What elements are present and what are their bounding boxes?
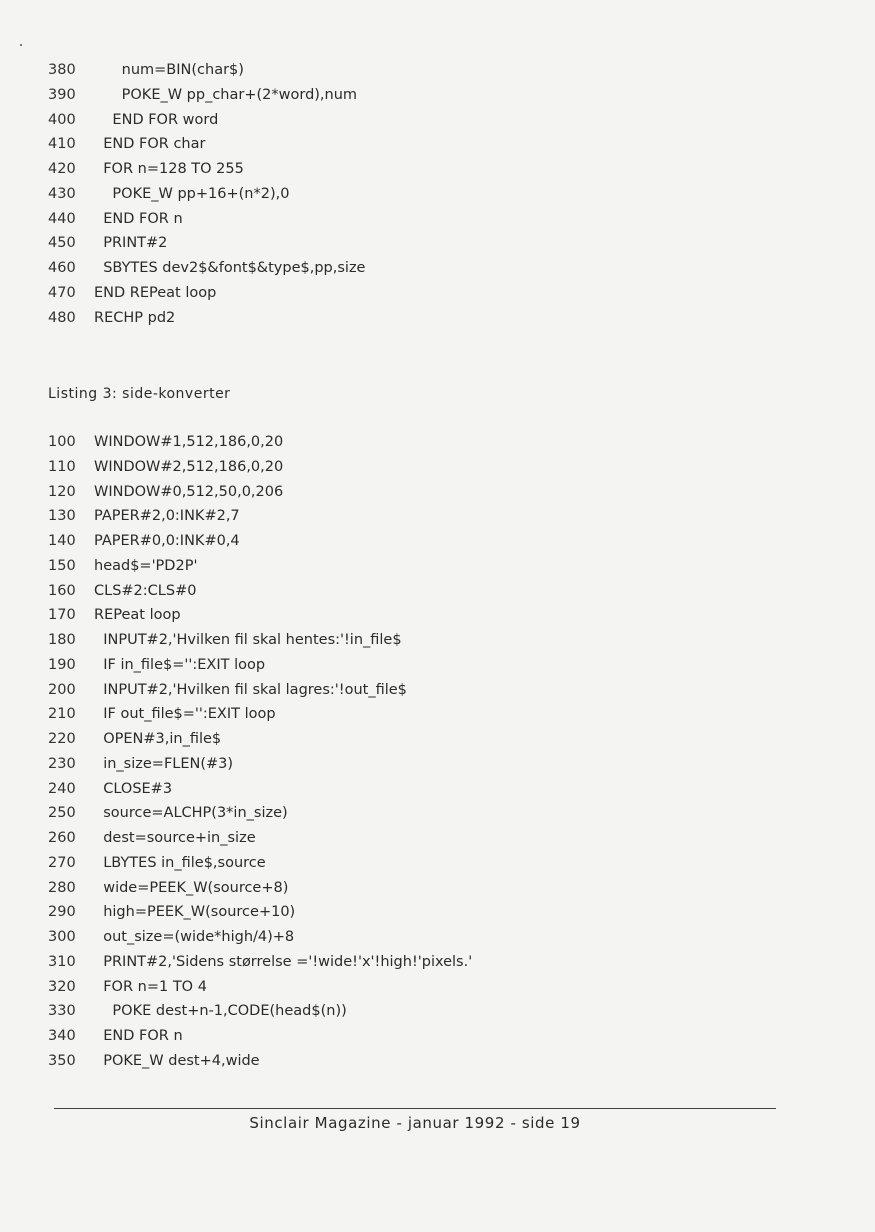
code-text: PAPER#2,0:INK#2,7 xyxy=(94,508,240,525)
code-text: CLOSE#3 xyxy=(94,780,173,797)
code-line xyxy=(48,529,808,554)
line-number: 310 xyxy=(48,953,76,970)
code-text: INPUT#2,'Hvilken fil skal hentes:'!in_file$ xyxy=(94,632,402,648)
code-text: OPEN#3,in_file$ xyxy=(94,731,222,747)
listing-caption: Listing 3: side-konverter xyxy=(48,386,231,402)
code-line xyxy=(48,182,808,207)
code-text: SBYTES dev2$&font$&type$,pp,size xyxy=(94,260,366,276)
line-number: 230 xyxy=(48,755,76,772)
code-line xyxy=(48,999,808,1024)
line-number: 200 xyxy=(48,681,76,698)
code-line xyxy=(48,1049,808,1074)
code-text: head$='PD2P' xyxy=(94,557,198,574)
code-line xyxy=(48,950,808,975)
line-number: 450 xyxy=(48,235,76,252)
code-line xyxy=(48,58,808,83)
code-line xyxy=(48,975,808,1000)
code-line xyxy=(48,777,808,802)
code-text: POKE_W pp+16+(n*2),0 xyxy=(94,185,290,202)
code-text: high=PEEK_W(source+10) xyxy=(94,904,296,921)
line-number: 460 xyxy=(48,260,76,276)
code-line xyxy=(48,702,808,727)
code-line xyxy=(48,752,808,777)
code-text: WINDOW#2,512,186,0,20 xyxy=(94,458,284,475)
code-line xyxy=(48,231,808,256)
code-line xyxy=(48,727,808,752)
bleed-through-shadow xyxy=(800,60,875,1232)
line-number: 270 xyxy=(48,854,76,871)
line-number: 120 xyxy=(48,483,76,500)
line-number: 220 xyxy=(48,731,76,747)
code-text: out_size=(wide*high/4)+8 xyxy=(94,929,295,945)
line-number: 410 xyxy=(48,136,76,153)
line-number: 110 xyxy=(48,458,76,475)
code-line xyxy=(48,108,808,133)
code-line xyxy=(48,480,808,505)
line-number: 210 xyxy=(48,706,76,723)
code-text: POKE_W dest+4,wide xyxy=(94,1052,260,1069)
footer-divider xyxy=(54,1108,776,1109)
line-number: 300 xyxy=(48,929,76,945)
code-line xyxy=(48,1024,808,1049)
code-line xyxy=(48,678,808,703)
code-line xyxy=(48,132,808,157)
code-line xyxy=(48,628,808,653)
code-text: dest=source+in_size xyxy=(94,830,256,846)
code-text: IF in_file$='':EXIT loop xyxy=(94,656,266,673)
code-text: LBYTES in_file$,source xyxy=(94,854,266,871)
code-line xyxy=(48,157,808,182)
code-line xyxy=(48,281,808,306)
code-text: source=ALCHP(3*in_size) xyxy=(94,805,288,822)
line-number: 170 xyxy=(48,607,76,624)
code-line xyxy=(48,603,808,628)
scan-speck xyxy=(20,44,22,46)
code-text: FOR n=128 TO 255 xyxy=(94,161,244,177)
line-number: 400 xyxy=(48,111,76,128)
code-line xyxy=(48,554,808,579)
line-number: 140 xyxy=(48,533,76,549)
code-text: REPeat loop xyxy=(94,607,181,624)
code-line xyxy=(48,900,808,925)
line-number: 340 xyxy=(48,1028,76,1044)
code-text: PRINT#2 xyxy=(94,235,168,252)
line-number: 320 xyxy=(48,978,76,995)
code-line xyxy=(48,801,808,826)
code-text: num=BIN(char$) xyxy=(94,62,244,78)
code-text: INPUT#2,'Hvilken fil skal lagres:'!out_file$ xyxy=(94,681,407,698)
line-number: 390 xyxy=(48,86,76,103)
line-number: 130 xyxy=(48,508,76,525)
code-text: END FOR n xyxy=(94,1028,183,1044)
code-line xyxy=(48,826,808,851)
line-number: 290 xyxy=(48,904,76,921)
line-number: 180 xyxy=(48,632,76,648)
line-number: 350 xyxy=(48,1052,76,1069)
line-number: 150 xyxy=(48,557,76,574)
line-number: 100 xyxy=(48,434,76,450)
line-number: 470 xyxy=(48,284,76,301)
code-text: wide=PEEK_W(source+8) xyxy=(94,879,289,896)
code-text: WINDOW#1,512,186,0,20 xyxy=(94,434,284,450)
code-line xyxy=(48,455,808,480)
line-number: 260 xyxy=(48,830,76,846)
code-line xyxy=(48,430,808,455)
code-text: PRINT#2,'Sidens størrelse ='!wide!'x'!high!'pixels.' xyxy=(94,953,473,970)
code-text: WINDOW#0,512,50,0,206 xyxy=(94,483,284,500)
code-text: RECHP pd2 xyxy=(94,309,176,326)
code-text: END REPeat loop xyxy=(94,284,217,301)
code-text: FOR n=1 TO 4 xyxy=(94,978,207,995)
code-text: in_size=FLEN(#3) xyxy=(94,755,234,772)
line-number: 250 xyxy=(48,805,76,822)
code-line xyxy=(48,83,808,108)
line-number: 330 xyxy=(48,1003,76,1020)
line-number: 240 xyxy=(48,780,76,797)
code-text: END FOR n xyxy=(94,210,183,227)
code-line xyxy=(48,207,808,232)
line-number: 440 xyxy=(48,210,76,227)
code-line xyxy=(48,653,808,678)
code-line xyxy=(48,256,808,281)
code-text: END FOR char xyxy=(94,136,206,153)
code-text: END FOR word xyxy=(94,111,219,128)
code-text: POKE dest+n-1,CODE(head$(n)) xyxy=(94,1003,347,1020)
code-line xyxy=(48,876,808,901)
line-number: 380 xyxy=(48,62,76,78)
line-number: 190 xyxy=(48,656,76,673)
line-number: 160 xyxy=(48,582,76,599)
code-line xyxy=(48,306,808,331)
code-text: CLS#2:CLS#0 xyxy=(94,582,197,599)
line-number: 420 xyxy=(48,161,76,177)
code-listing-continued xyxy=(48,58,808,330)
line-number: 480 xyxy=(48,309,76,326)
line-number: 430 xyxy=(48,185,76,202)
line-number: 280 xyxy=(48,879,76,896)
code-line xyxy=(48,504,808,529)
code-line xyxy=(48,579,808,604)
code-text: PAPER#0,0:INK#0,4 xyxy=(94,533,240,549)
code-text: IF out_file$='':EXIT loop xyxy=(94,706,276,723)
code-text: POKE_W pp_char+(2*word),num xyxy=(94,86,358,103)
code-line xyxy=(48,925,808,950)
code-line xyxy=(48,851,808,876)
code-listing-side-konverter xyxy=(48,430,808,1074)
page-footer: Sinclair Magazine - januar 1992 - side 19 xyxy=(249,1114,581,1132)
